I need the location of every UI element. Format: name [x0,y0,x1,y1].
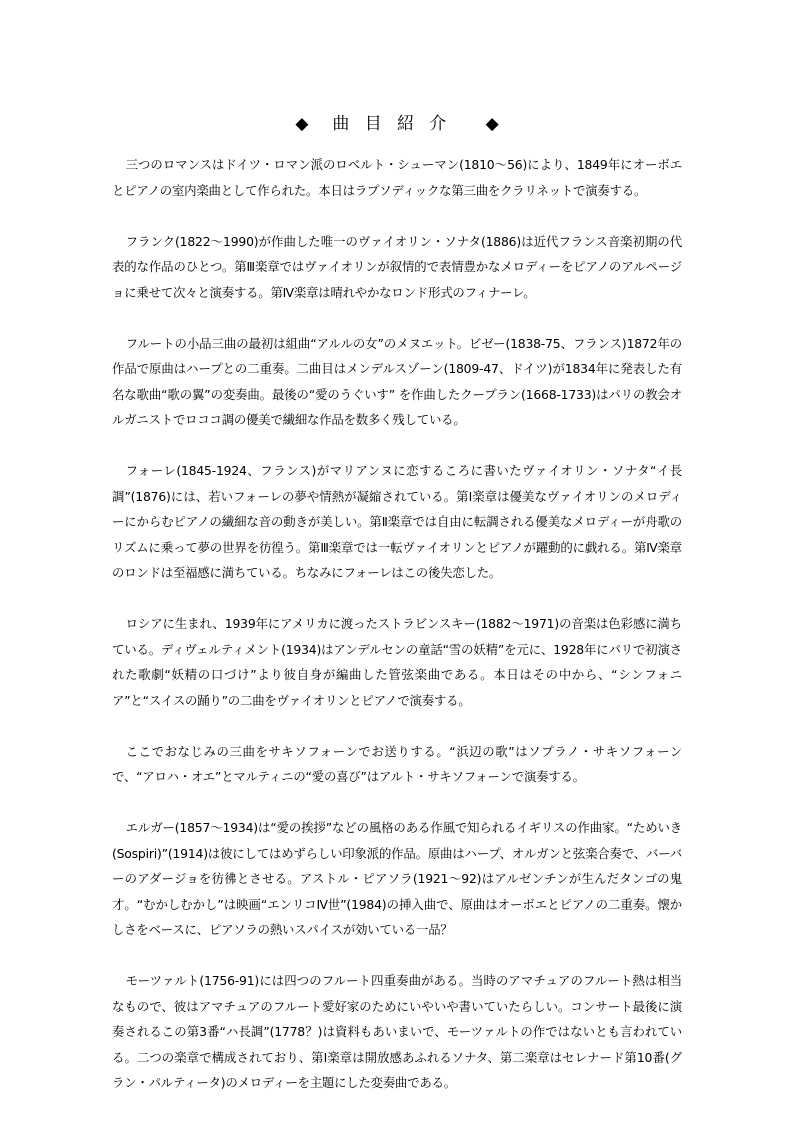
program-notes [112,152,682,1121]
paragraph-mozart: モーツァルト(1756-91)には四つのフルート四重奏曲がある。当時のアマチュアのフルート熱は相当なもので、彼はアマチュアのフルート愛好家のためにいやいや書いていたらしい。コンサート最後に演奏されるこの第3番“ハ長調”(1778？)は資料もあいまいで、モーツァルトの作ではないとも言われている。二つの楽章で構成されており、第Ⅰ楽章は開放感あふれるソナタ、第二楽章はセレナード第10番(グラン・パルティータ)のメロディーを主題にした変奏曲である。 [112,973,682,1090]
diamond-left-icon: ◆ [295,114,309,134]
page-title [0,110,794,138]
paragraph-schumann: 三つのロマンスはドイツ・ロマン派のロベルト・シューマン(1810～56)により、1849年にオーボエとピアノの室内楽曲として作られた。本日はラプソディックな第三曲をクラリネットで演奏する。 [112,157,682,198]
paragraph-flute-pieces: フルートの小品三曲の最初は組曲“アルルの女”のメヌエット。ビゼー(1838-75、フランス)1872年の作品で原曲はハープとの二重奏。二曲目はメンデルスゾーン(1809-47、ドイツ)が1834年に発表した有名な歌曲“歌の翼”の変奏曲。最後の“愛のうぐいす” を作曲したクープラン(1668-1733)はパリの教会オルガニストでロココ調の優美で繊細な作品を数多く残している。 [112,335,682,427]
paragraph-franck: フランク(1822～1990)が作曲した唯一のヴァイオリン・ソナタ(1886)は近代フランス音楽初期の代表的な作品のひとつ。第Ⅲ楽章ではヴァイオリンが叙情的で表情豊かなメロディーをピアノのアルページョに乗せて次々と演奏する。第Ⅳ楽章は晴れやかなロンド形式のフィナーレ。 [112,233,682,300]
paragraph-stravinsky: ロシアに生まれ、1939年にアメリカに渡ったストラビンスキー(1882～1971)の音楽は色彩感に満ちている。ディヴェルティメント(1934)はアンデルセンの童話“雪の妖精”を元に、1928年にパリで初演された歌劇“妖精の口づけ”より彼自身が編曲した管弦楽曲である。本日はその中から、“シンフォニア”と“スイスの踊り”の二曲をヴァイオリンとピアノで演奏する。 [112,616,682,708]
paragraph-faure: フォーレ(1845-1924、フランス)がマリアンヌに恋するころに書いたヴァイオリン・ソナタ“イ長調”(1876)には、若いフォーレの夢や情熱が凝縮されている。第Ⅰ楽章は優美なヴァイオリンのメロディーにからむピアノの繊細な音の動きが美しい。第Ⅱ楽章では自由に転調される優美なメロディーが舟歌のリズムに乗って夢の世界を彷徨う。第Ⅲ楽章では一転ヴァイオリンとピアノが躍動的に戯れる。第Ⅳ楽章のロンドは至福感に満ちている。ちなみにフォーレはこの後失恋した。 [112,463,682,580]
title-text: 曲目紹介 [332,114,462,134]
paragraph-saxophone: ここでおなじみの三曲をサキソフォーンでお送りする。“浜辺の歌”はソプラノ・サキソフォーンで、“アロハ・オエ”とマルティニの“愛の喜び”はアルト・サキソフォーンで演奏する。 [112,743,682,784]
paragraph-elgar-piazzolla: エルガー(1857～1934)は“愛の挨拶”などの風格のある作風で知られるイギリスの作曲家。“ためいき(Sospiri)”(1914)は彼にしてはめずらしい印象派的作品。原曲はハープ、オルガンと弦楽合奏で、バーバーのアダージョを彷彿とさせる。アストル・ピアソラ(1921～92)はアルゼンチンが生んだタンゴの鬼才。“むかしむかし”は映画“エンリコⅣ世”(1984)の挿入曲で、原曲はオーボエとピアノの二重奏。懐かしさをベースに、ピアソラの熱いスパイスが効いている一品？ [112,820,682,937]
diamond-right-icon: ◆ [485,114,499,134]
